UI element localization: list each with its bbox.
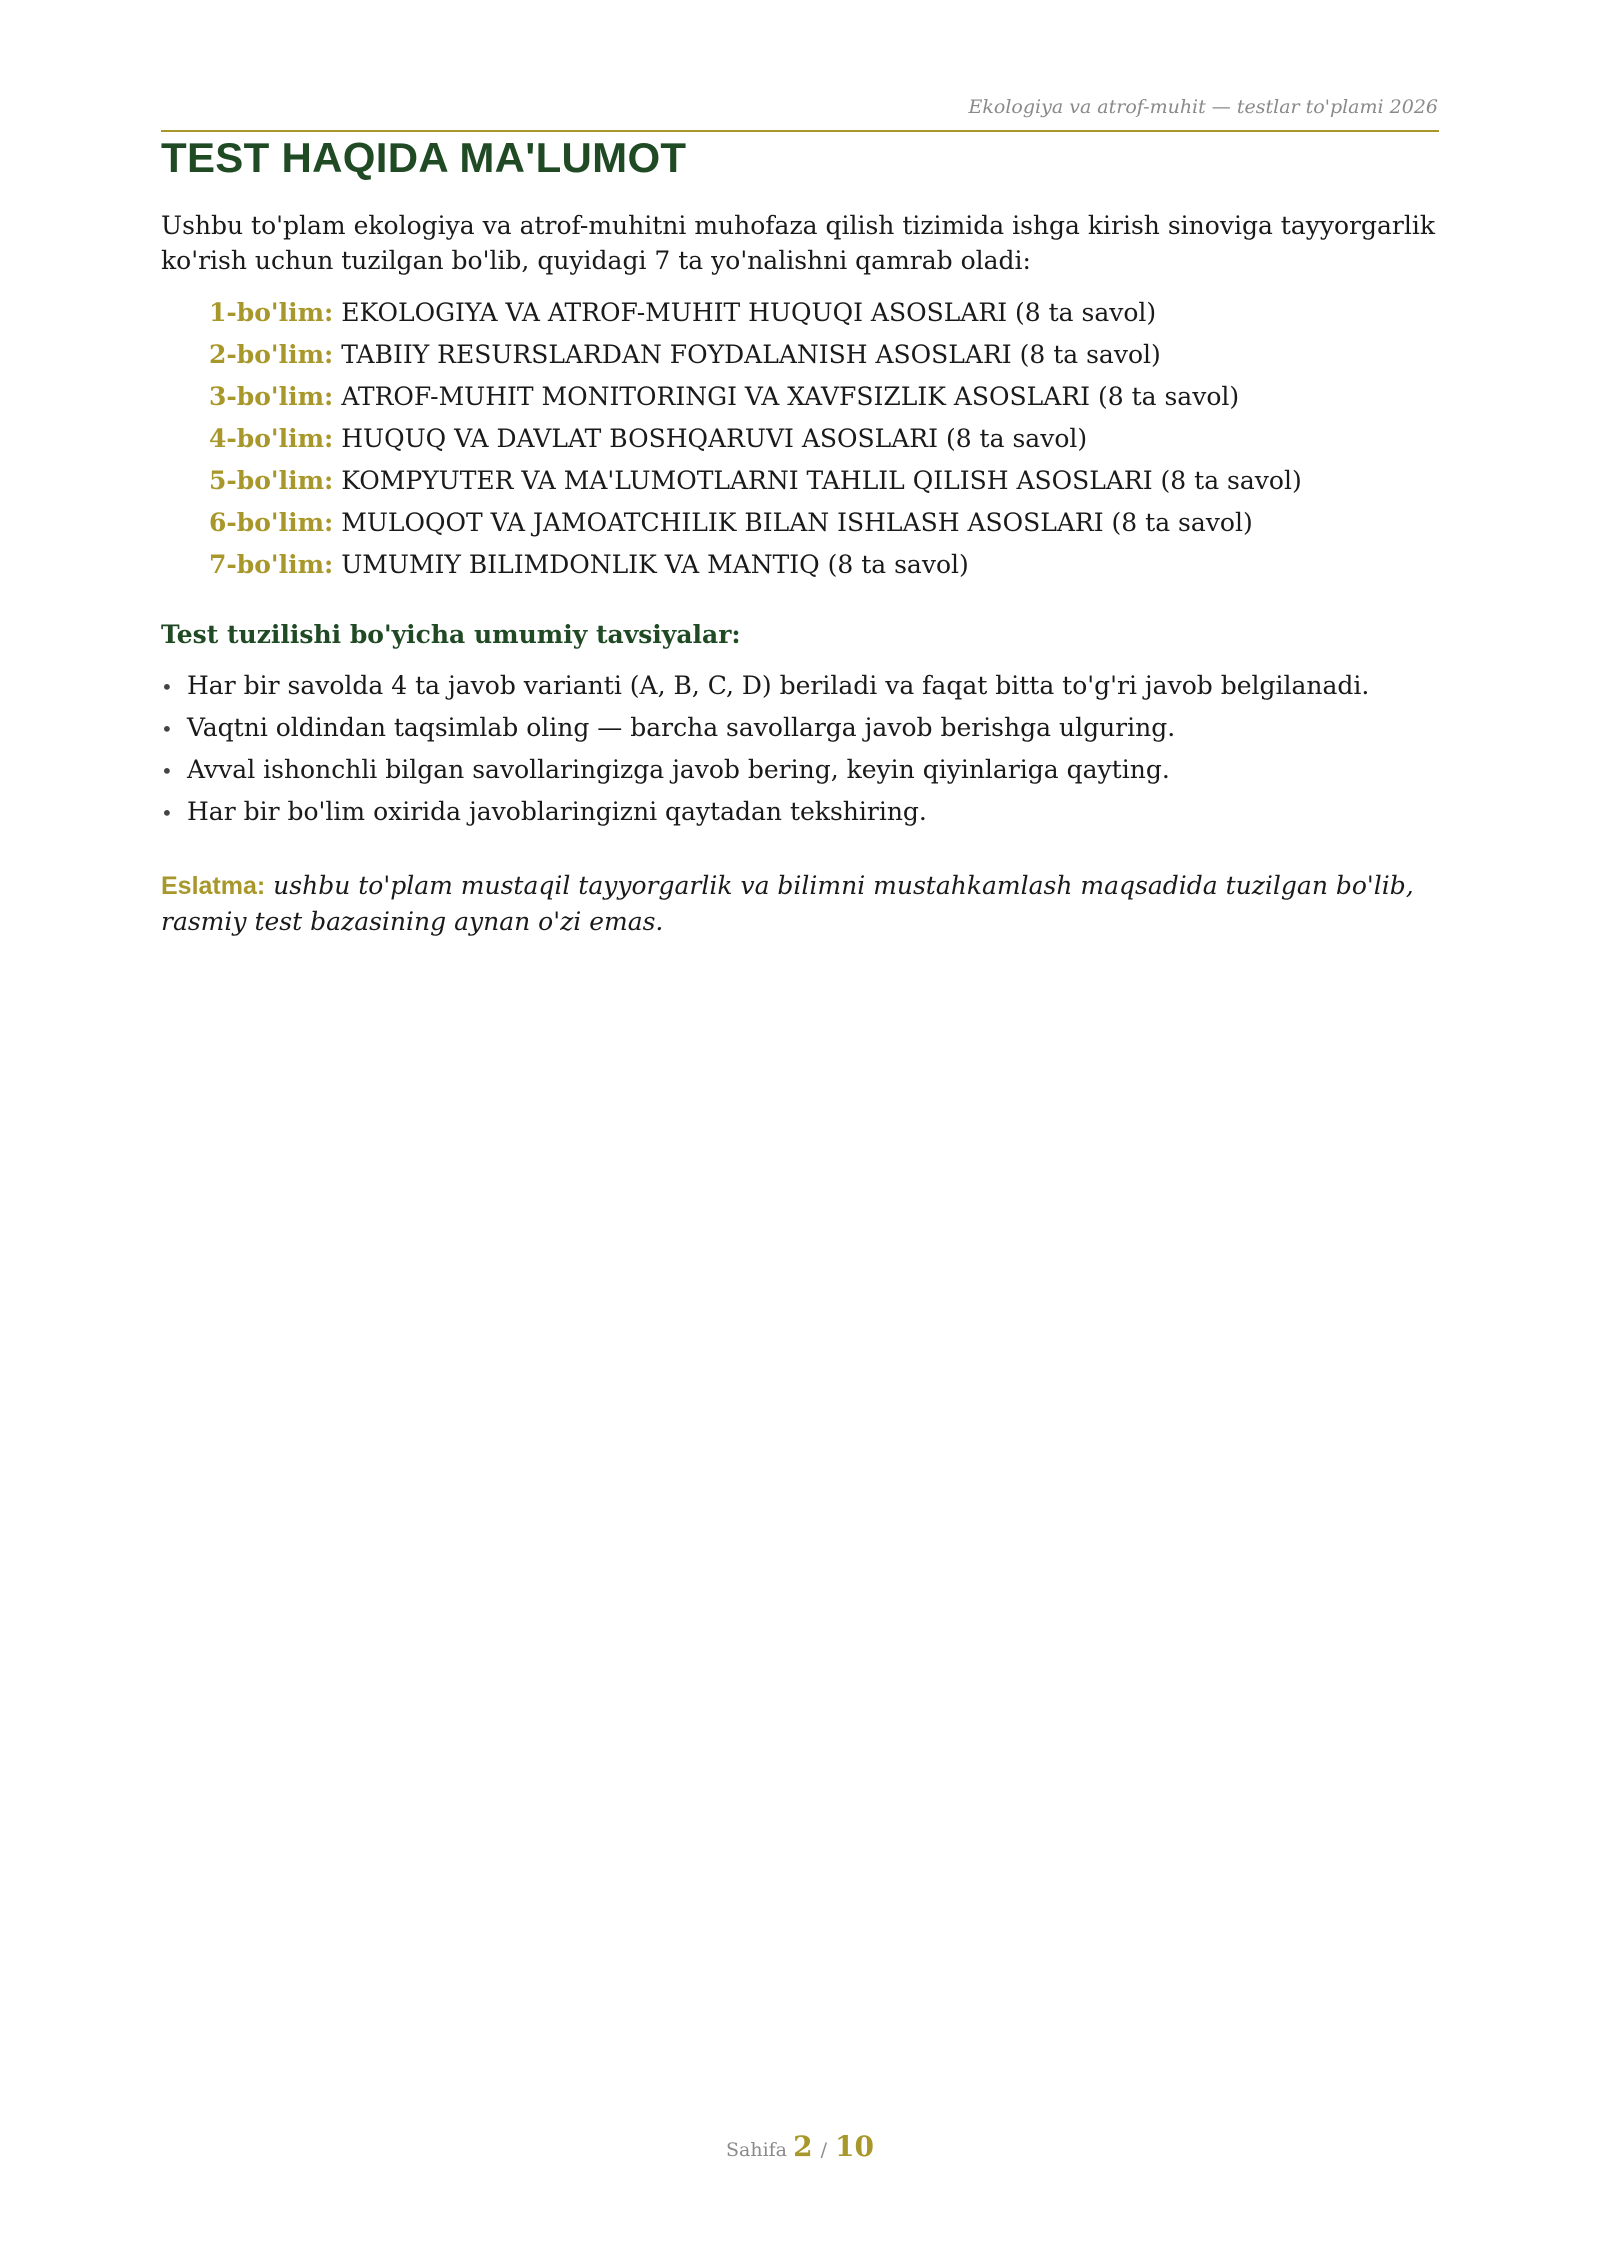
header-divider: [161, 130, 1439, 132]
tips-heading: Test tuzilishi bo'yicha umumiy tavsiyalar:: [161, 620, 741, 649]
section-title: TABIIY RESURSLARDAN FOYDALANISH ASOSLARI (8 ta savol): [341, 340, 1161, 369]
tip-item: [161, 707, 1369, 749]
section-label: 3-bo'lim:: [209, 382, 334, 411]
section-label: 5-bo'lim:: [209, 466, 334, 495]
note-text: ushbu to'plam mustaqil tayyorgarlik va bilimni mustahkamlash maqsadida tuzilgan bo'lib, rasmiy test bazasining aynan o'zi emas.: [161, 871, 1414, 936]
tip-item: [161, 791, 1369, 833]
tip-text: Vaqtni oldindan taqsimlab oling — barcha savollarga javob berishga ulguring.: [187, 713, 1176, 742]
bullet-icon: •: [161, 801, 173, 825]
section-title: EKOLOGIYA VA ATROF-MUHIT HUQUQI ASOSLARI (8 ta savol): [341, 298, 1157, 327]
intro-paragraph: Ushbu to'plam ekologiya va atrof-muhitni muhofaza qilish tizimida ishga kirish sinoviga tayyorgarlik ko'rish uchun tuzilgan bo'lib, quyidagi 7 ta yo'nalishni qamrab oladi:: [161, 211, 1435, 275]
note-paragraph: [161, 868, 1451, 939]
tip-text: Har bir savolda 4 ta javob varianti (A, B, C, D) beriladi va faqat bitta to'g'ri javob belgilanadi.: [187, 671, 1370, 700]
tip-item: [161, 749, 1369, 791]
bullet-icon: •: [161, 675, 173, 699]
page-footer: [0, 2130, 1600, 2163]
tip-text: Avval ishonchli bilgan savollaringizga javob bering, keyin qiyinlariga qayting.: [187, 755, 1170, 784]
note-label: Eslatma:: [161, 872, 266, 900]
section-title: KOMPYUTER VA MA'LUMOTLARNI TAHLIL QILISH ASOSLARI (8 ta savol): [341, 466, 1302, 495]
section-item-1: [209, 292, 1302, 334]
section-item-2: [209, 334, 1302, 376]
section-title: HUQUQ VA DAVLAT BOSHQARUVI ASOSLARI (8 ta savol): [341, 424, 1088, 453]
page-label: Sahifa: [725, 2139, 788, 2161]
bullet-icon: •: [161, 717, 173, 741]
section-label: 7-bo'lim:: [209, 550, 334, 579]
running-header: Ekologiya va atrof-muhit — testlar to'plami 2026: [968, 96, 1438, 118]
tip-item: [161, 665, 1369, 707]
page-separator: /: [820, 2139, 827, 2161]
current-page-number: 2: [793, 2130, 813, 2163]
section-item-7: [209, 544, 1302, 586]
tip-text: Har bir bo'lim oxirida javoblaringizni qaytadan tekshiring.: [187, 797, 927, 826]
tips-list: [161, 665, 1369, 833]
total-pages-number: 10: [835, 2130, 875, 2163]
page-title: TEST HAQIDA MA'LUMOT: [161, 134, 687, 181]
section-title: MULOQOT VA JAMOATCHILIK BILAN ISHLASH ASOSLARI (8 ta savol): [341, 508, 1253, 537]
section-item-5: [209, 460, 1302, 502]
section-item-4: [209, 418, 1302, 460]
section-label: 2-bo'lim:: [209, 340, 334, 369]
section-title: ATROF-MUHIT MONITORINGI VA XAVFSIZLIK ASOSLARI (8 ta savol): [341, 382, 1240, 411]
bullet-icon: •: [161, 759, 173, 783]
sections-list: [209, 292, 1302, 586]
section-item-3: [209, 376, 1302, 418]
section-title: UMUMIY BILIMDONLIK VA MANTIQ (8 ta savol): [341, 550, 969, 579]
section-label: 4-bo'lim:: [209, 424, 334, 453]
section-label: 6-bo'lim:: [209, 508, 334, 537]
section-label: 1-bo'lim:: [209, 298, 334, 327]
section-item-6: [209, 502, 1302, 544]
